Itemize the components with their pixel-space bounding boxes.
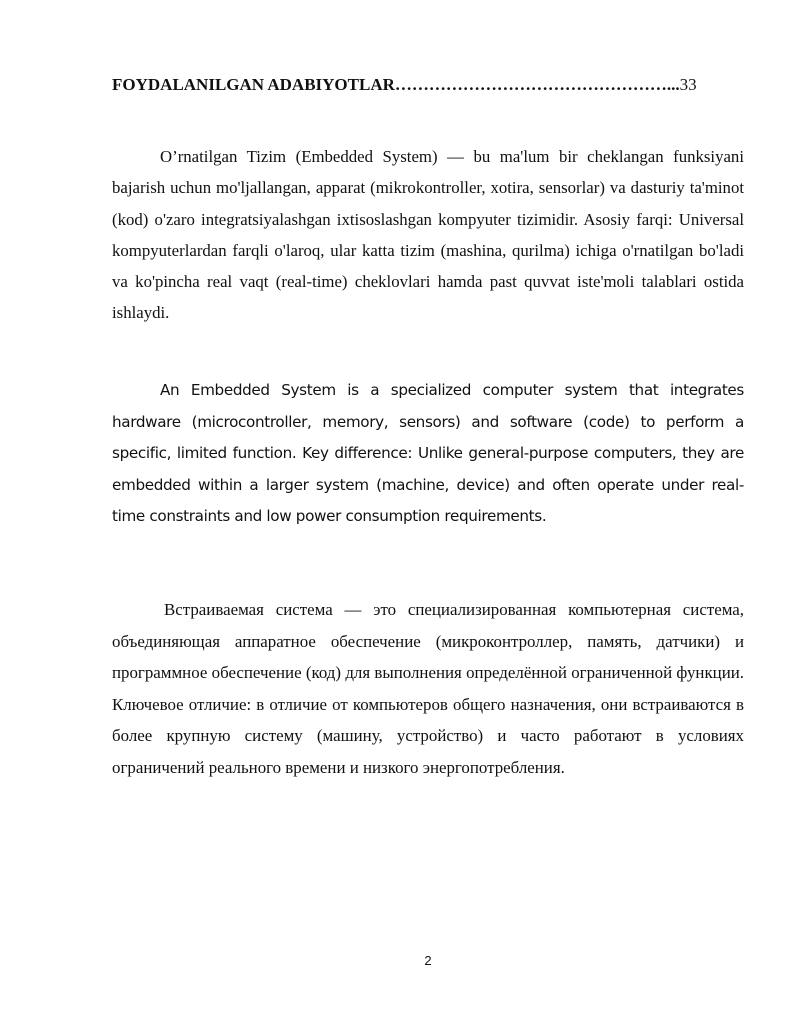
paragraph-russian: Встраиваемая система — это специализированная компьютерная система, объединяющая аппаратное обеспечение (микроконтроллер, память, датчики) и программное обеспечение (код) для выполнения определённой ограниченной функции. Ключевое отличие: в отличие от компьютеров общего назначения, они встраиваются в более крупную систему (машину, устройство) и часто работают в условиях ограничений реального времени и низкого энергопотребления. [112, 600, 744, 777]
toc-entry [112, 72, 744, 98]
paragraph-english: An Embedded System is a specialized computer system that integrates hardware (microcontroller, memory, sensors) and software (code) to perform a specific, limited function. Key difference: Unlike general-purpose computers, they are embedded within a larger system (machine, device) and often operate under real-time constraints and low power consumption requirements. [112, 381, 744, 525]
toc-entry-leader: …………………………………………... [394, 75, 680, 94]
toc-entry-title: FOYDALANILGAN ADABIYOTLAR [112, 75, 395, 94]
toc-entry-page: 33 [679, 75, 697, 94]
page-number: 2 [424, 953, 432, 968]
paragraph-uzbek: O’rnatilgan Tizim (Embedded System) — bu ma'lum bir cheklangan funksiyani bajarish uchun mo'ljallangan, apparat (mikrokontroller, xotira, sensorlar) va dasturiy ta'minot (kod) o'zaro integratsiyalashgan ixtisoslashgan kompyuter tizimidir. Asosiy farqi: Universal kompyuterlardan farqli o'laroq, ular katta tizim (mashina, qurilma) ichiga o'rnatilgan bo'ladi va ko'pincha real vaqt (real-time) cheklovlari hamda past quvvat iste'moli talablari ostida ishlaydi. [112, 147, 744, 323]
